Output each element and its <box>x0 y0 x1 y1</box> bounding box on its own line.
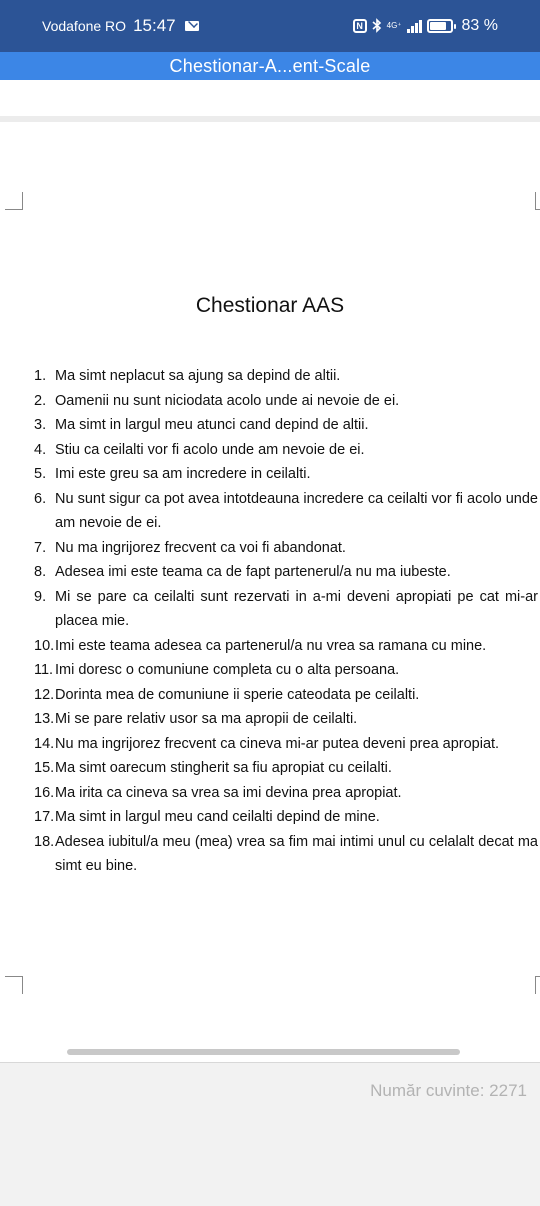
page-corner-mark <box>5 976 23 994</box>
list-item <box>34 585 540 634</box>
question-text: Ma simt neplacut sa ajung sa depind de altii. <box>55 368 341 384</box>
question-number: 5. <box>34 466 47 482</box>
list-item <box>34 364 540 389</box>
question-number: 12. <box>34 686 55 703</box>
question-text: Mi se pare relativ usor sa ma apropii de ceilalti. <box>55 711 358 727</box>
question-number: 2. <box>34 392 47 409</box>
question-list <box>34 364 540 879</box>
mail-icon <box>185 21 199 31</box>
list-item <box>34 781 540 806</box>
status-bar-right <box>353 17 498 35</box>
toolbar-area <box>0 80 540 118</box>
signal-icon <box>407 20 422 33</box>
battery-icon <box>427 19 453 33</box>
page-corner-mark <box>535 192 540 210</box>
question-number: 10. <box>34 637 55 654</box>
question-text: Stiu ca ceilalti vor fi acolo unde am nevoie de ei. <box>55 441 365 458</box>
question-text: Ma simt oarecum stingherit sa fiu apropiat cu ceilalti. <box>55 760 392 776</box>
question-number: 13. <box>34 711 55 727</box>
question-text: Ma irita ca cineva sa vrea sa imi devina prea apropiat. <box>55 784 402 801</box>
horizontal-scrollbar[interactable] <box>67 1049 460 1055</box>
battery-level-fill <box>430 22 447 30</box>
list-item <box>34 830 540 879</box>
question-text: Nu sunt sigur ca pot avea intotdeauna incredere ca ceilalti vor fi acolo unde am nevoie de ei. <box>55 490 538 531</box>
question-text: Adesea iubitul/a meu (mea) vrea sa fim mai intimi unul cu celalalt decat ma simt eu bine. <box>55 833 538 874</box>
list-item <box>34 707 540 732</box>
question-text: Ma simt in largul meu atunci cand depind de altii. <box>55 417 369 433</box>
question-text: Nu ma ingrijorez frecvent ca cineva mi-ar putea deveni prea apropiat. <box>55 735 500 752</box>
question-text: Mi se pare ca ceilalti sunt rezervati in a-mi deveni apropiati pe cat mi-ar placea mie. <box>55 588 538 629</box>
question-text: Adesea imi este teama ca de fapt partenerul/a nu ma iubeste. <box>55 564 451 580</box>
bluetooth-icon <box>372 18 382 35</box>
page-corner-mark <box>535 976 540 994</box>
list-item <box>34 732 540 757</box>
question-text: Nu ma ingrijorez frecvent ca voi fi abandonat. <box>55 539 346 556</box>
network-type: 4G⁺ <box>386 21 402 30</box>
page-corner-mark <box>5 192 23 210</box>
question-number: 17. <box>34 809 55 825</box>
list-item <box>34 756 540 781</box>
question-number: 9. <box>34 588 47 605</box>
word-count: Număr cuvinte: 2271 <box>370 1081 527 1100</box>
list-item <box>34 658 540 683</box>
question-text: Oamenii nu sunt niciodata acolo unde ai nevoie de ei. <box>55 392 400 409</box>
document-filename: Chestionar-A...ent-Scale <box>169 56 371 76</box>
status-bar <box>0 0 540 52</box>
list-item <box>34 805 540 830</box>
question-text: Dorinta mea de comuniune ii sperie cateodata pe ceilalti. <box>55 686 420 703</box>
question-text: Imi este teama adesea ca partenerul/a nu vrea sa ramana cu mine. <box>55 637 487 654</box>
list-item <box>34 634 540 659</box>
question-number: 4. <box>34 441 47 458</box>
clock: 15:47 <box>133 16 176 35</box>
question-number: 3. <box>34 417 47 433</box>
status-footer <box>0 1062 540 1206</box>
question-number: 7. <box>34 539 47 556</box>
list-item <box>34 462 540 487</box>
list-item <box>34 683 540 708</box>
question-text: Imi este greu sa am incredere in ceilalti. <box>55 466 311 482</box>
question-number: 16. <box>34 784 55 801</box>
question-number: 1. <box>34 368 47 384</box>
page-title: Chestionar AAS <box>195 294 345 317</box>
carrier-name: Vodafone RO <box>42 18 127 34</box>
list-item <box>34 389 540 414</box>
question-number: 15. <box>34 760 55 776</box>
list-item <box>34 536 540 561</box>
list-item <box>34 413 540 438</box>
question-number: 11. <box>34 662 54 678</box>
status-bar-left <box>42 16 199 36</box>
question-text: Imi doresc o comuniune completa cu o alta persoana. <box>55 662 400 678</box>
battery-percent: 83 % <box>461 17 498 34</box>
question-number: 14. <box>34 735 55 752</box>
document-page[interactable] <box>0 122 540 1062</box>
question-text: Ma simt in largul meu cand ceilalti depind de mine. <box>55 809 380 825</box>
document-title-bar[interactable] <box>0 52 540 80</box>
list-item <box>34 560 540 585</box>
question-number: 18. <box>34 833 55 850</box>
question-number: 6. <box>34 490 47 507</box>
question-number: 8. <box>34 564 47 580</box>
list-item <box>34 438 540 463</box>
nfc-icon: N <box>353 19 367 33</box>
list-item <box>34 487 540 536</box>
